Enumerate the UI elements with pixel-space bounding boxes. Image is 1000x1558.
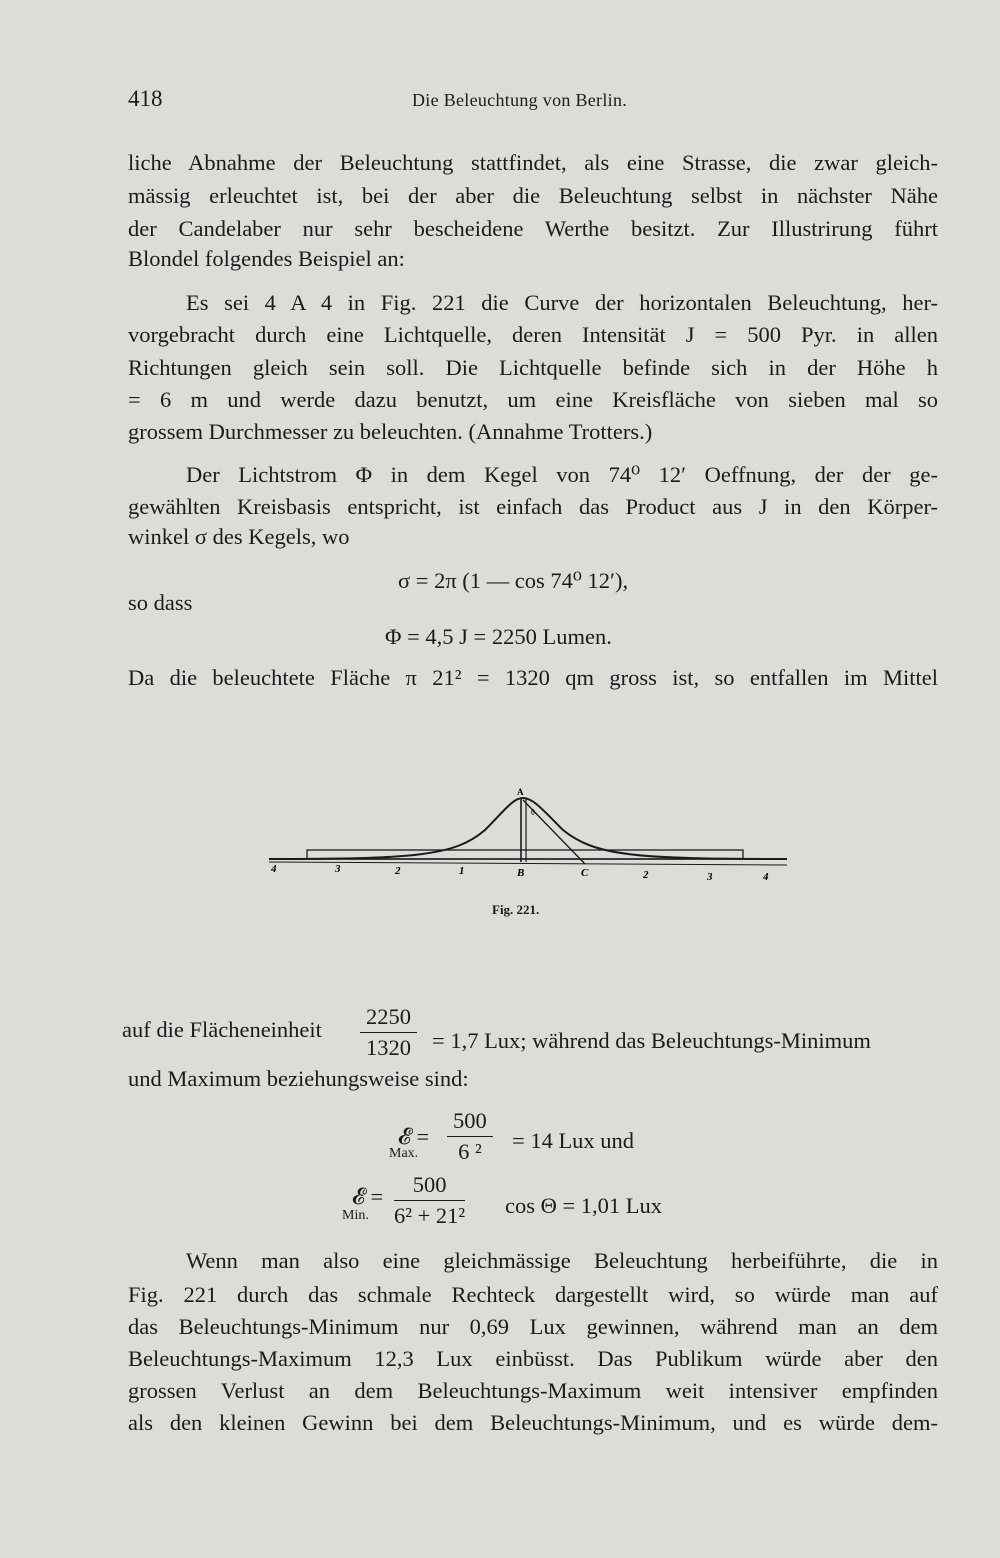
fraction-denominator: 6² + 21² <box>394 1203 466 1228</box>
text-line: Da die beleuchtete Fläche π 21² = 1320 qm gross ist, so entfallen im Mittel <box>128 665 938 690</box>
text-line: mässig erleuchtet ist, bei der aber die Beleuchtung selbst in nächster Nähe <box>128 183 938 208</box>
text-line: Wenn man also eine gleichmässige Beleuchtung herbeiführte, die in <box>186 1248 938 1273</box>
text-min-result: cos Θ = 1,01 Lux <box>505 1193 663 1218</box>
text-line: Fig. 221 durch das schmale Rechteck dargestellt wird, so würde man auf <box>128 1282 938 1307</box>
fraction-numerator: 2250 <box>360 1004 417 1033</box>
symbol-e-min: 𝓔 = <box>352 1184 384 1209</box>
symbol-e-max: 𝓔 = <box>398 1124 430 1149</box>
text-line: grossen Verlust an dem Beleuchtungs-Maximum weit intensiver empfinden <box>128 1378 938 1403</box>
figure-caption: Fig. 221. <box>492 902 540 917</box>
text-line: Blondel folgendes Beispiel an: <box>128 246 405 271</box>
text-line: winkel σ des Kegels, wo <box>128 524 350 549</box>
text-line: und Maximum beziehungsweise sind: <box>128 1066 469 1091</box>
text-line: Richtungen gleich sein soll. Die Lichtquelle befinde sich in der Höhe h <box>128 355 938 380</box>
figure-221 <box>255 780 795 885</box>
fraction-denominator: 6 ² <box>458 1139 482 1164</box>
fraction-min <box>394 1172 465 1229</box>
text-line: grossem Durchmesser zu beleuchten. (Annahme Trotters.) <box>128 419 653 444</box>
fraction-max <box>447 1108 493 1165</box>
fraction-mean <box>360 1004 417 1061</box>
text-line: Beleuchtungs-Maximum 12,3 Lux einbüsst. Das Publikum würde aber den <box>128 1346 938 1371</box>
figure-axis-label: 1 <box>459 865 465 877</box>
text-line: der Candelaber nur sehr bescheidene Werthe besitzt. Zur Illustrirung führt <box>128 216 938 241</box>
figure-axis-label: 2 <box>395 865 401 877</box>
figure-axis-label: 3 <box>707 871 713 883</box>
text-so-dass: so dass <box>128 590 193 615</box>
text-line: gewählten Kreisbasis entspricht, ist einfach das Product aus J in den Körper- <box>128 494 938 519</box>
page-number: 418 <box>128 86 163 111</box>
figure-axis-label: 4 <box>763 871 769 883</box>
text-max-result: = 14 Lux und <box>512 1128 635 1153</box>
text-line: Der Lichtstrom Φ in dem Kegel von 74⁰ 12′ Oeffnung, der der ge- <box>186 462 938 487</box>
text-flaecheneinheit: auf die Flächeneinheit <box>122 1017 322 1042</box>
subscript-min: Min. <box>342 1208 369 1223</box>
figure-axis-label: B <box>517 867 525 879</box>
text-mean-result: = 1,7 Lux; während das Beleuchtungs-Minimum <box>432 1028 871 1053</box>
fraction-numerator: 500 <box>447 1108 493 1137</box>
equation-sigma: σ = 2π (1 — cos 74⁰ 12′), <box>398 568 629 593</box>
fraction-denominator: 1320 <box>366 1035 411 1060</box>
figure-label-theta: θ <box>531 808 535 817</box>
figure-axis-label: 2 <box>643 869 649 881</box>
equation-phi: Φ = 4,5 J = 2250 Lumen. <box>385 624 612 649</box>
running-head: Die Beleuchtung von Berlin. <box>412 90 628 110</box>
subscript-max: Max. <box>389 1146 419 1161</box>
text-line: das Beleuchtungs-Minimum nur 0,69 Lux gewinnen, während man an dem <box>128 1314 938 1339</box>
figure-axis-label: C <box>581 867 589 879</box>
text-line: als den kleinen Gewinn bei dem Beleuchtungs-Minimum, und es würde dem- <box>128 1410 938 1435</box>
fraction-numerator: 500 <box>394 1172 465 1201</box>
figure-label-a: A <box>517 787 524 797</box>
text-line: = 6 m und werde dazu benutzt, um eine Kreisfläche von sieben mal so <box>128 387 938 412</box>
figure-axis-label: 3 <box>335 863 341 875</box>
page-header <box>128 86 938 116</box>
text-line: liche Abnahme der Beleuchtung stattfindet, als eine Strasse, die zwar gleich- <box>128 150 938 175</box>
text-line: vorgebracht durch eine Lichtquelle, deren Intensität J = 500 Pyr. in allen <box>128 322 938 347</box>
text-line: Es sei 4 A 4 in Fig. 221 die Curve der horizontalen Beleuchtung, her- <box>186 290 938 315</box>
figure-axis-label: 4 <box>271 863 277 875</box>
base-line-2 <box>269 862 787 865</box>
